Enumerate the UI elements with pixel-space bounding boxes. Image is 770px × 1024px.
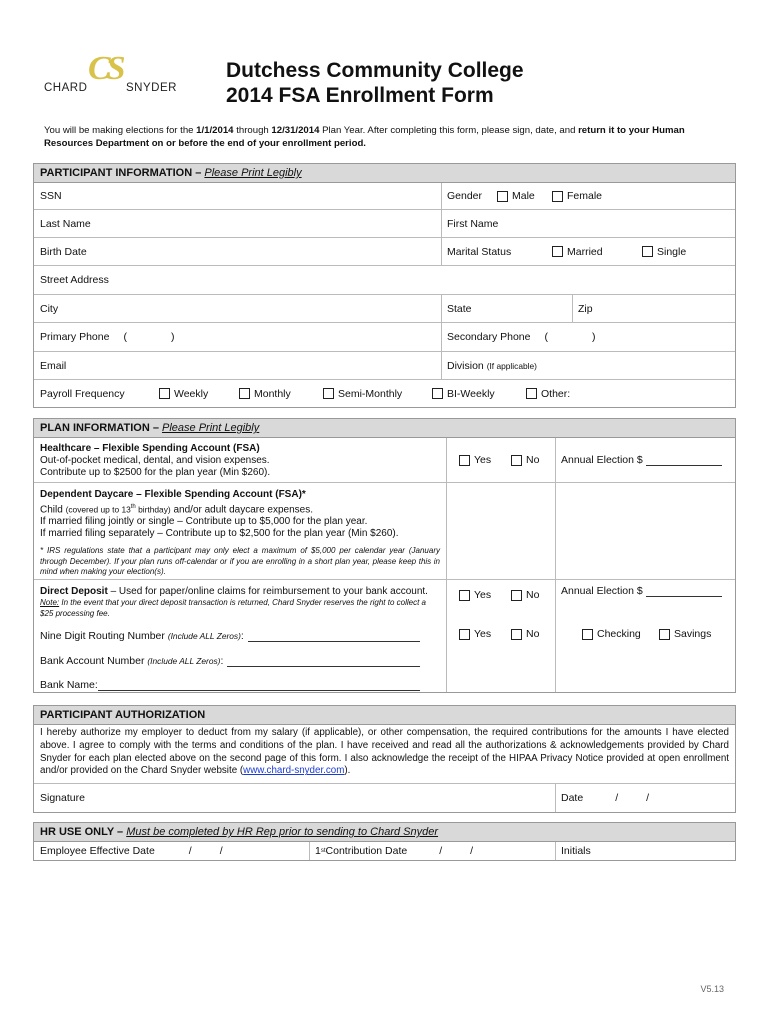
routing-include-zeros: (Include ALL Zeros) [167,631,241,641]
logo-word-right: SNYDER [126,82,177,94]
intro-b: through [233,125,272,136]
first-contrib-number: 1 [315,845,321,857]
healthcare-annual-election[interactable] [561,438,722,482]
payroll-other-option[interactable] [526,380,570,407]
signature-date-field[interactable] [555,784,731,812]
participant-heading-text: PARTICIPANT INFORMATION – [40,167,205,179]
dependent-care-title: Dependent Daycare – Flexible Spending Account (FSA)* [40,489,306,500]
plan-heading-text: PLAN INFORMATION – [40,422,163,434]
weekly-label: Weekly [174,387,209,400]
first-name-field[interactable] [441,210,737,237]
payroll-semi-monthly-option[interactable] [323,380,402,407]
dc-line-1c: birthday) [135,504,171,515]
zip-label: Zip [578,302,593,315]
hr-heading-note: Must be completed by HR Rep prior to sending to Chard Snyder [126,826,439,838]
first-contrib-sup: st [320,848,326,854]
dd-yes-label: Yes [474,628,492,640]
healthcare-line-2: Contribute up to $2500 for the plan year (Min $260). [40,467,271,478]
dc-annual-label: Annual Election $ [561,585,643,597]
signature-field[interactable] [34,784,555,812]
authorization-end: ). [344,765,351,777]
row-city-state-zip [34,295,735,323]
checking-checkbox[interactable] [582,629,593,640]
healthcare-yes-option[interactable] [459,438,491,482]
primary-area-open: ( [123,331,127,343]
last-name-field[interactable] [34,210,445,237]
date-slash-2: / [646,792,650,804]
payroll-frequency-label: Payroll Frequency [40,387,125,400]
logo-word-left: CHARD [44,82,88,94]
division-note: (If applicable) [486,360,537,371]
primary-phone-field[interactable] [34,323,445,351]
first-name-label: First Name [447,217,499,230]
savings-checkbox[interactable] [659,629,670,640]
gender-male-option[interactable] [497,183,535,209]
healthcare-no-checkbox[interactable] [511,455,522,466]
healthcare-yes-label: Yes [474,454,492,466]
direct-deposit-note [40,598,440,619]
participant-section [33,163,736,408]
street-label: Street Address [40,274,109,286]
dc-line-1-sup: th [130,504,136,510]
row-payroll [34,380,735,407]
signature-row [34,784,735,812]
logo-monogram: CS [88,50,122,87]
title-line-1: Dutchess Community College [226,59,524,82]
routing-line[interactable] [248,631,420,642]
marital-married-option[interactable] [552,238,603,265]
monthly-label: Monthly [254,387,291,400]
city-label: City [40,302,59,315]
primary-area-close: ) [170,331,175,343]
row-street [34,266,735,295]
dependent-care-description [40,489,440,578]
direct-deposit-no-option[interactable] [511,628,539,640]
secondary-phone-label: Secondary Phone [447,331,531,343]
authorization-body: I hereby authorize my employer to deduct from my salary (if applicable), or other compensation, the required contributions for the amounts I have elected above. I agree to comply with the terms and conditions of the plan. I have received and read all the authorizations & acknowledgements provided by Chard Snyder for each plan elected above on the second page of this form. I also acknowledge the receipt of the HIPAA Privacy Notice provided at open enrollment and/or provided on the Chard Snyder website ( [40,727,729,777]
account-include-zeros: (Include ALL Zeros) [147,656,221,666]
ssn-field[interactable] [34,183,445,209]
dc-line-1d: and/or adult daycare expenses. [170,504,314,516]
single-label: Single [657,245,687,258]
bi-weekly-checkbox[interactable] [432,388,443,399]
intro-text [44,124,734,150]
checking-label: Checking [597,628,641,640]
intro-return: return it to your Human Resources Department on or before the end of your enrollment period. [44,125,685,149]
account-number-field[interactable] [40,655,420,667]
first-contrib-label: Contribution Date [325,845,408,857]
marital-status-label: Marital Status [447,245,512,258]
intro-end-date: 12/31/2014 [271,125,320,136]
last-name-label: Last Name [40,217,91,230]
division-field[interactable] [441,352,737,379]
account-checking-option[interactable] [582,628,641,640]
row-ssn-gender [34,183,735,210]
dc-no-label: No [526,589,540,601]
account-colon: : [220,655,224,667]
healthcare-line-1: Out-of-pocket medical, dental, and vision expenses. [40,455,270,466]
direct-deposit-row [34,580,735,692]
birth-date-field[interactable] [34,238,445,265]
healthcare-description [40,443,440,479]
payroll-bi-weekly-option[interactable] [432,380,495,407]
payroll-monthly-option[interactable] [239,380,291,407]
healthcare-yes-checkbox[interactable] [459,455,470,466]
other-label: Other: [541,387,571,400]
title-line-2: 2014 FSA Enrollment Form [226,84,494,107]
primary-phone-label: Primary Phone [40,331,110,343]
dc-line-3: If married filing separately – Contribute up to $2,500 for the plan year (Min $260). [40,528,399,540]
account-savings-option[interactable] [659,628,711,640]
intro-c: Plan Year. After completing this form, please sign, date, and [319,125,579,136]
state-label: State [447,302,472,315]
hr-row [34,842,735,860]
savings-label: Savings [674,628,712,640]
signature-date-label: Date [561,792,584,804]
healthcare-fsa-row [34,438,735,483]
authorization-section [33,705,736,813]
married-checkbox[interactable] [552,246,563,257]
employee-effective-date-field[interactable] [34,842,310,860]
initials-label: Initials [561,845,591,857]
row-names [34,210,735,238]
participant-heading-note: Please Print Legibly [204,167,302,179]
semi-monthly-label: Semi-Monthly [338,387,403,400]
contrib-slash-1: / [439,845,443,857]
secondary-phone-field[interactable] [441,323,737,351]
bi-weekly-label: BI-Weekly [447,387,495,400]
male-label: Male [512,190,535,202]
street-address-field[interactable] [34,266,735,294]
payroll-weekly-option[interactable] [159,380,208,407]
zip-field[interactable] [572,295,728,322]
participant-heading [34,164,735,183]
bank-name-field[interactable] [40,679,420,691]
direct-deposit-yes-option[interactable] [459,628,491,640]
bank-name-label: Bank Name: [40,679,98,691]
intro-start-date: 1/1/2014 [196,125,234,136]
routing-label: Nine Digit Routing Number [40,630,168,642]
chard-snyder-website-link[interactable]: www.chard-snyder.com [243,765,345,777]
hr-heading [34,823,735,842]
secondary-area-open: ( [544,331,548,343]
contrib-slash-2: / [470,845,474,857]
dd-yes-checkbox[interactable] [459,629,470,640]
email-field[interactable] [34,352,445,379]
female-checkbox[interactable] [552,191,563,202]
signature-label: Signature [40,792,85,804]
semi-monthly-checkbox[interactable] [323,388,334,399]
weekly-checkbox[interactable] [159,388,170,399]
dd-note-label: Note: [40,598,60,607]
account-line[interactable] [227,656,420,667]
routing-colon: : [240,630,244,642]
first-contribution-date-field[interactable] [309,842,555,860]
direct-deposit-title: Direct Deposit [40,586,108,597]
dc-line-1b: (covered up to 13 [65,504,131,515]
eff-slash-1: / [188,845,192,857]
healthcare-annual-label: Annual Election $ [561,454,643,466]
row-birth-marital [34,238,735,266]
dd-no-label: No [526,628,540,640]
eff-slash-2: / [219,845,223,857]
email-label: Email [40,359,67,372]
date-slash-1: / [615,792,619,804]
authorization-text [40,727,729,778]
dc-line-2: If married filing jointly or single – Contribute up to $5,000 for the plan year. [40,516,368,528]
direct-deposit-description [40,586,440,619]
healthcare-title: Healthcare – Flexible Spending Account (FSA) [40,443,260,454]
ssn-label: SSN [40,190,62,202]
hr-section [33,822,736,861]
city-field[interactable] [34,295,445,322]
row-phones [34,323,735,352]
direct-deposit-desc: – Used for paper/online claims for reimbursement to your bank account. [107,586,428,597]
division-label: Division [447,359,484,372]
gender-female-option[interactable] [552,183,602,209]
healthcare-no-option[interactable] [511,438,539,482]
version-label: V5.13 [700,984,724,994]
page-title [226,58,524,108]
hr-heading-text: HR USE ONLY – [40,826,127,838]
healthcare-no-label: No [526,454,540,466]
bank-name-line[interactable] [98,680,420,691]
male-checkbox[interactable] [497,191,508,202]
monthly-checkbox[interactable] [239,388,250,399]
plan-heading-note: Please Print Legibly [162,422,260,434]
dd-no-checkbox[interactable] [511,629,522,640]
gender-label: Gender [447,190,483,202]
single-checkbox[interactable] [642,246,653,257]
effective-date-label: Employee Effective Date [40,845,155,857]
chard-snyder-logo [44,52,184,102]
female-label: Female [567,190,603,202]
healthcare-amount-line[interactable] [646,455,722,466]
plan-section [33,418,736,693]
married-label: Married [567,245,603,258]
authorization-heading: PARTICIPANT AUTHORIZATION [34,706,735,725]
secondary-area-close: ) [591,331,596,343]
dc-yes-label: Yes [474,589,492,601]
initials-field[interactable] [555,842,731,860]
row-email-division [34,352,735,380]
routing-number-field[interactable] [40,630,420,642]
plan-heading [34,419,735,438]
dependent-care-irs-note: * IRS regulations state that a participant may only elect a maximum of $5,000 per calendar year (January through December). If your plan runs off-calendar or if you are enrolling in a short plan year, please keep this in mind when making your election(s). [40,546,440,577]
birth-date-label: Birth Date [40,245,87,258]
intro-a: You will be making elections for the [44,125,197,136]
other-checkbox[interactable] [526,388,537,399]
state-field[interactable] [441,295,572,322]
dc-line-1a: Child [40,504,66,516]
dd-note-text: In the event that your direct deposit transaction is returned, Chard Snyder reserves the right to collect a $25 processing fee. [40,598,426,618]
account-label: Bank Account Number [40,655,148,667]
authorization-text-row [34,725,735,784]
marital-single-option[interactable] [642,238,686,265]
